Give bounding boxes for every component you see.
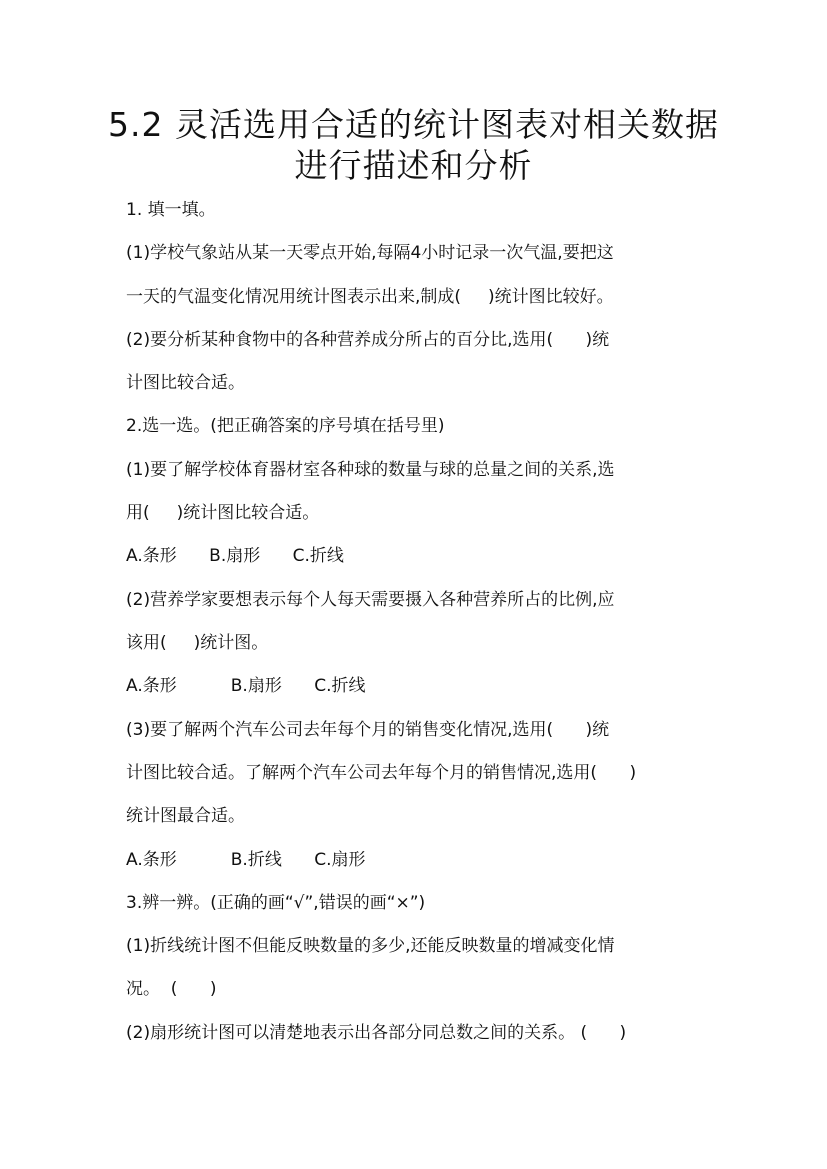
question-2-3-line-2: 计图比较合适。了解两个汽车公司去年每个月的销售情况,选用( )	[126, 763, 637, 783]
question-2-1-options: A.条形 B.扇形 C.折线	[126, 546, 344, 566]
question-2-2-options: A.条形 B.扇形 C.折线	[126, 676, 366, 696]
question-1-2-line-2: 计图比较合适。	[126, 373, 245, 393]
question-1-2-line-1: (2)要分析某种食物中的各种营养成分所占的百分比,选用( )统	[126, 330, 610, 350]
question-2-1-line-2: 用( )统计图比较合适。	[126, 503, 320, 523]
question-2-2-line-1: (2)营养学家要想表示每个人每天需要摄入各种营养所占的比例,应	[126, 590, 615, 610]
page-title-line-1: 5.2 灵活选用合适的统计图表对相关数据	[108, 105, 719, 144]
question-1-1-line-1: (1)学校气象站从某一天零点开始,每隔4小时记录一次气温,要把这	[126, 243, 614, 263]
question-2-3-line-3: 统计图最合适。	[126, 806, 245, 826]
page-title-line-2: 进行描述和分析	[294, 146, 533, 185]
section-1-heading: 1. 填一填。	[126, 200, 216, 220]
question-3-1-line-1: (1)折线统计图不但能反映数量的多少,还能反映数量的增减变化情	[126, 936, 615, 956]
question-3-2-line-1: (2)扇形统计图可以清楚地表示出各部分同总数之间的关系。 ( )	[126, 1023, 627, 1043]
question-2-1-line-1: (1)要了解学校体育器材室各种球的数量与球的总量之间的关系,选	[126, 460, 615, 480]
question-2-3-line-1: (3)要了解两个汽车公司去年每个月的销售变化情况,选用( )统	[126, 720, 610, 740]
section-2-heading: 2.选一选。(把正确答案的序号填在括号里)	[126, 416, 445, 436]
question-2-3-options: A.条形 B.折线 C.扇形	[126, 850, 366, 870]
section-3-heading: 3.辨一辨。(正确的画“√”,错误的画“×”)	[126, 893, 426, 913]
question-3-1-line-2: 况。 ( )	[126, 979, 217, 999]
question-2-2-line-2: 该用( )统计图。	[126, 633, 269, 653]
question-1-1-line-2: 一天的气温变化情况用统计图表示出来,制成( )统计图比较好。	[126, 287, 614, 307]
